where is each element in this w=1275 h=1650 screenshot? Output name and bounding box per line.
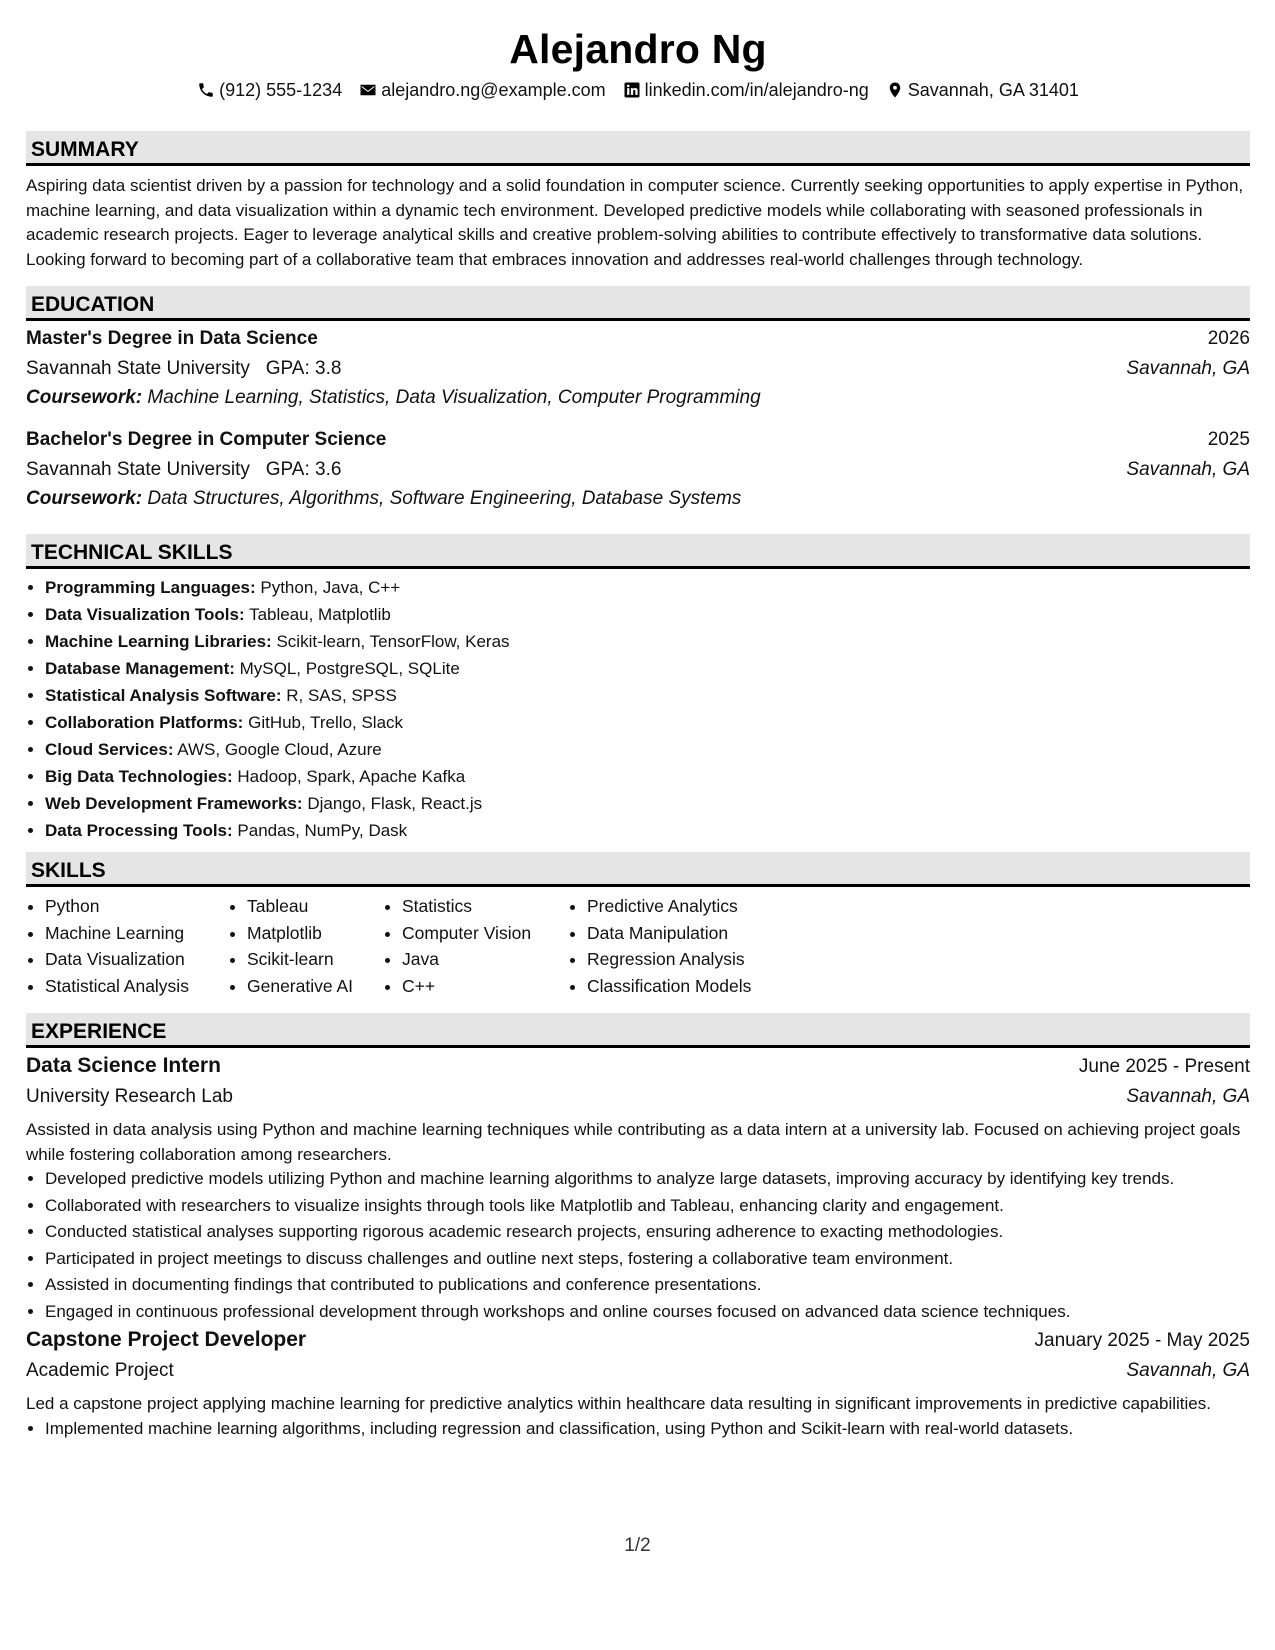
list-item: • Implemented machine learning algorithms, including regression and classification, using Python and Scikit-learn with real-world datasets. xyxy=(45,1417,1250,1442)
coursework-label: Coursework: xyxy=(26,387,143,408)
degree-title: Bachelor's Degree in Computer Science xyxy=(26,429,387,450)
skills-column xyxy=(228,893,383,999)
list-item: • Data Manipulation xyxy=(587,920,807,947)
job-location: Savannah, GA xyxy=(1126,1360,1250,1381)
school-name: Savannah State University xyxy=(26,459,250,480)
coursework-list: Data Structures, Algorithms, Software Engineering, Database Systems xyxy=(147,488,742,509)
phone-icon xyxy=(197,81,215,99)
section-heading-education: EDUCATION xyxy=(26,286,1250,321)
list-item: • Java xyxy=(402,946,568,973)
list-item: • Statistical Analysis xyxy=(45,973,228,1000)
coursework-label: Coursework: xyxy=(26,488,143,509)
linkedin-icon xyxy=(623,81,641,99)
school-location: Savannah, GA xyxy=(1126,459,1250,480)
job-location: Savannah, GA xyxy=(1126,1086,1250,1107)
degree-title: Master's Degree in Data Science xyxy=(26,328,318,349)
degree-year: 2026 xyxy=(1207,328,1250,349)
list-item: • C++ xyxy=(402,973,568,1000)
job-title: Data Science Intern xyxy=(26,1054,221,1077)
contact-phone xyxy=(197,80,342,101)
list-item: • Conducted statistical analyses supporting rigorous academic research projects, ensuring adherence to exacting methodologies. xyxy=(45,1220,1250,1245)
job-entry xyxy=(26,1054,1250,1324)
coursework-line xyxy=(26,488,1250,518)
list-item: • Generative AI xyxy=(247,973,383,1000)
email-text: alejandro.ng@example.com xyxy=(381,79,606,100)
list-item: • Machine Learning xyxy=(45,920,228,947)
job-bullets xyxy=(26,1167,1250,1324)
job-bullets xyxy=(26,1417,1250,1442)
job-description: Assisted in data analysis using Python and machine learning techniques while contributing as a data intern at a university lab. Focused on achieving project goals while fostering collaboration among researchers. xyxy=(26,1120,1241,1164)
coursework-line xyxy=(26,387,1250,417)
list-item: • Predictive Analytics xyxy=(587,893,807,920)
job-description: Led a capstone project applying machine learning for predictive analytics within healthcare data resulting in significant improvements in predictive capabilities. xyxy=(26,1394,1211,1413)
job-title: Capstone Project Developer xyxy=(26,1328,307,1351)
list-item: • Data Visualization Tools: Tableau, Matplotlib xyxy=(45,601,1250,628)
job-dates: June 2025 - Present xyxy=(1078,1056,1250,1077)
list-item: • Cloud Services: AWS, Google Cloud, Azure xyxy=(45,736,1250,763)
section-heading-experience: EXPERIENCE xyxy=(26,1013,1250,1048)
list-item: • Programming Languages: Python, Java, C++ xyxy=(45,574,1250,601)
list-item: • Matplotlib xyxy=(247,920,383,947)
list-item: • Web Development Frameworks: Django, Flask, React.js xyxy=(45,790,1250,817)
contact-location xyxy=(886,80,1079,101)
skills-grid xyxy=(26,893,1250,999)
list-item: • Regression Analysis xyxy=(587,946,807,973)
list-item: • Engaged in continuous professional development through workshops and online courses focused on advanced data science techniques. xyxy=(45,1300,1250,1325)
job-dates: January 2025 - May 2025 xyxy=(1034,1330,1250,1351)
school-location: Savannah, GA xyxy=(1126,358,1250,379)
resume-page xyxy=(26,0,1250,1443)
school-line xyxy=(26,459,341,481)
contact-linkedin[interactable] xyxy=(623,80,869,101)
education-entry xyxy=(26,429,1250,518)
list-item: • Data Processing Tools: Pandas, NumPy, Dask xyxy=(45,817,1250,844)
list-item: • Tableau xyxy=(247,893,383,920)
skills-column xyxy=(383,893,568,999)
section-heading-summary: SUMMARY xyxy=(26,131,1250,166)
list-item: • Computer Vision xyxy=(402,920,568,947)
technical-skills-list xyxy=(26,574,1250,844)
candidate-name: Alejandro Ng xyxy=(509,26,767,72)
list-item: • Statistics xyxy=(402,893,568,920)
list-item: • Collaborated with researchers to visualize insights through tools like Matplotlib and Tableau, enhancing clarity and engagement. xyxy=(45,1194,1250,1219)
list-item: • Machine Learning Libraries: Scikit-learn, TensorFlow, Keras xyxy=(45,628,1250,655)
job-entry xyxy=(26,1328,1250,1441)
list-item: • Scikit-learn xyxy=(247,946,383,973)
school-line xyxy=(26,358,341,380)
section-heading-technical-skills: TECHNICAL SKILLS xyxy=(26,534,1250,569)
list-item: • Database Management: MySQL, PostgreSQL, SQLite xyxy=(45,655,1250,682)
phone-text: (912) 555-1234 xyxy=(219,79,343,100)
skills-column xyxy=(26,893,228,999)
section-heading-skills: SKILLS xyxy=(26,852,1250,887)
skills-column xyxy=(568,893,807,999)
list-item: • Classification Models xyxy=(587,973,807,1000)
job-org: University Research Lab xyxy=(26,1086,233,1107)
summary-text: Aspiring data scientist driven by a passion for technology and a solid foundation in computer science. Currently seeking opportunities to apply expertise in Python, machine learning, and data visualization within a dynamic tech environment. Developed predictive models while collaborating with seasoned professionals in academic research projects. Eager to leverage analytical skills and creative problem-solving abilities to contribute effectively to transformative data solutions. Looking forward to becoming part of a collaborative team that embraces innovation and addresses real-world challenges through technology. xyxy=(26,176,1244,269)
coursework-list: Machine Learning, Statistics, Data Visualization, Computer Programming xyxy=(147,387,761,408)
linkedin-text: linkedin.com/in/alejandro-ng xyxy=(644,79,869,100)
list-item: • Statistical Analysis Software: R, SAS, SPSS xyxy=(45,682,1250,709)
gpa: GPA: 3.8 xyxy=(265,358,342,379)
list-item: • Assisted in documenting findings that contributed to publications and conference presentations. xyxy=(45,1273,1250,1298)
job-org: Academic Project xyxy=(26,1360,174,1381)
location-text: Savannah, GA 31401 xyxy=(907,79,1079,100)
list-item: • Big Data Technologies: Hadoop, Spark, Apache Kafka xyxy=(45,763,1250,790)
education-entry xyxy=(26,328,1250,417)
list-item: • Data Visualization xyxy=(45,946,228,973)
degree-year: 2025 xyxy=(1207,429,1250,450)
list-item: • Collaboration Platforms: GitHub, Trello, Slack xyxy=(45,709,1250,736)
list-item: • Participated in project meetings to discuss challenges and outline next steps, fostering a collaborative team environment. xyxy=(45,1247,1250,1272)
contact-email[interactable] xyxy=(359,80,605,101)
contact-bar xyxy=(26,78,1250,102)
gpa: GPA: 3.6 xyxy=(265,459,342,480)
map-marker-icon xyxy=(886,81,904,99)
envelope-icon xyxy=(359,81,377,99)
list-item: • Developed predictive models utilizing Python and machine learning algorithms to analyze large datasets, improving accuracy by identifying key trends. xyxy=(45,1167,1250,1192)
page-number: 1/2 xyxy=(624,1535,651,1556)
school-name: Savannah State University xyxy=(26,358,250,379)
list-item: • Python xyxy=(45,893,228,920)
